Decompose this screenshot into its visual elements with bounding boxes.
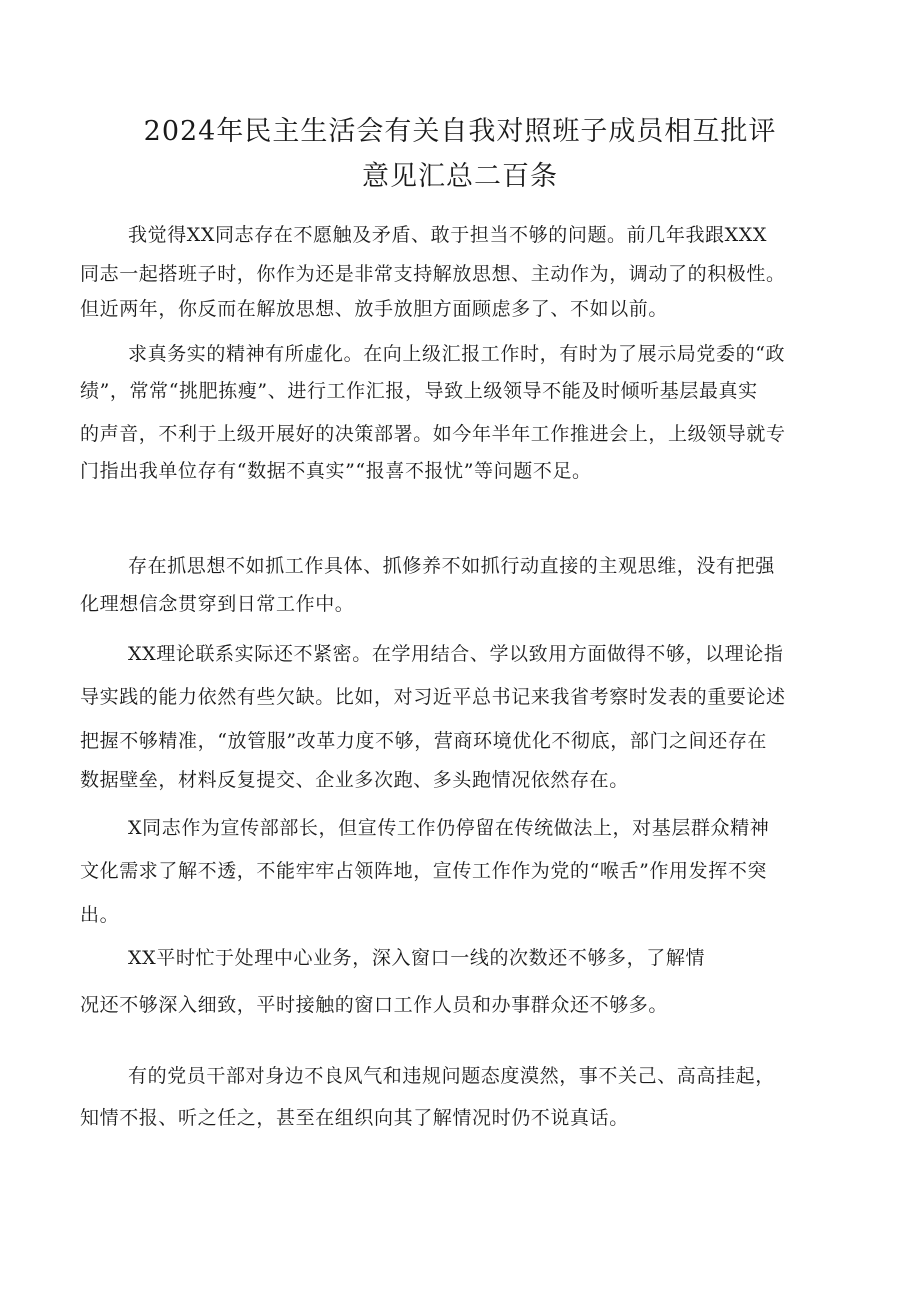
paragraph-line: 门指出我单位存有“数据不真实”“报喜不报忧”等问题不足。	[80, 460, 592, 482]
paragraph-line: XX理论联系实际还不紧密。在学用结合、学以致用方面做得不够，以理论指	[128, 643, 784, 665]
paragraph-line: 我觉得XX同志存在不愿触及矛盾、敢于担当不够的问题。前几年我跟XXX	[128, 224, 768, 246]
paragraph-line: 导实践的能力依然有些欠缺。比如，对习近平总书记来我省考察时发表的重要论述	[80, 686, 786, 708]
paragraph-line: 数据壁垒，材料反复提交、企业多次跑、多头跑情况依然存在。	[80, 769, 629, 791]
paragraph-line: 的声音，不利于上级开展好的决策部署。如今年半年工作推进会上，上级领导就专	[80, 423, 786, 445]
paragraph-line: 同志一起搭班子时，你作为还是非常支持解放思想、主动作为，调动了的积极性。	[80, 263, 786, 285]
paragraph-line: 但近两年，你反而在解放思想、放手放胆方面顾虑多了、不如以前。	[80, 298, 669, 320]
paragraph-line: 文化需求了解不透，不能牢牢占领阵地，宣传工作作为党的“喉舌”作用发挥不突	[80, 860, 768, 882]
paragraph-line: 求真务实的精神有所虚化。在向上级汇报工作时，有时为了展示局党委的“政	[128, 343, 786, 365]
document-title-line-1: 2024年民主生活会有关自我对照班子成员相互批评	[143, 116, 777, 147]
paragraph-line: 化理想信念贯穿到日常工作中。	[80, 593, 355, 615]
paragraph-line: 有的党员干部对身边不良风气和违规问题态度漠然，事不关己、高高挂起，	[128, 1065, 775, 1087]
paragraph-line: X同志作为宣传部部长，但宣传工作仍停留在传统做法上，对基层群众精神	[128, 817, 770, 839]
paragraph-line: 知情不报、听之任之，甚至在组织向其了解情况时仍不说真话。	[80, 1107, 629, 1129]
paragraph-line: 把握不够精准，“放管服”改革力度不够，营商环境优化不彻底，部门之间还存在	[80, 730, 768, 752]
paragraph-line: 出。	[80, 904, 120, 926]
paragraph-line: XX平时忙于处理中心业务，深入窗口一线的次数还不够多，了解情	[128, 947, 706, 969]
paragraph-line: 况还不够深入细致，平时接触的窗口工作人员和办事群众还不够多。	[80, 994, 669, 1016]
paragraph-line: 绩”，常常“挑肥拣瘦”、进行工作汇报，导致上级领导不能及时倾听基层最真实	[80, 380, 758, 402]
paragraph-line: 存在抓思想不如抓工作具体、抓修养不如抓行动直接的主观思维，没有把强	[128, 555, 775, 577]
document-title-line-2: 意见汇总二百条	[362, 161, 558, 192]
